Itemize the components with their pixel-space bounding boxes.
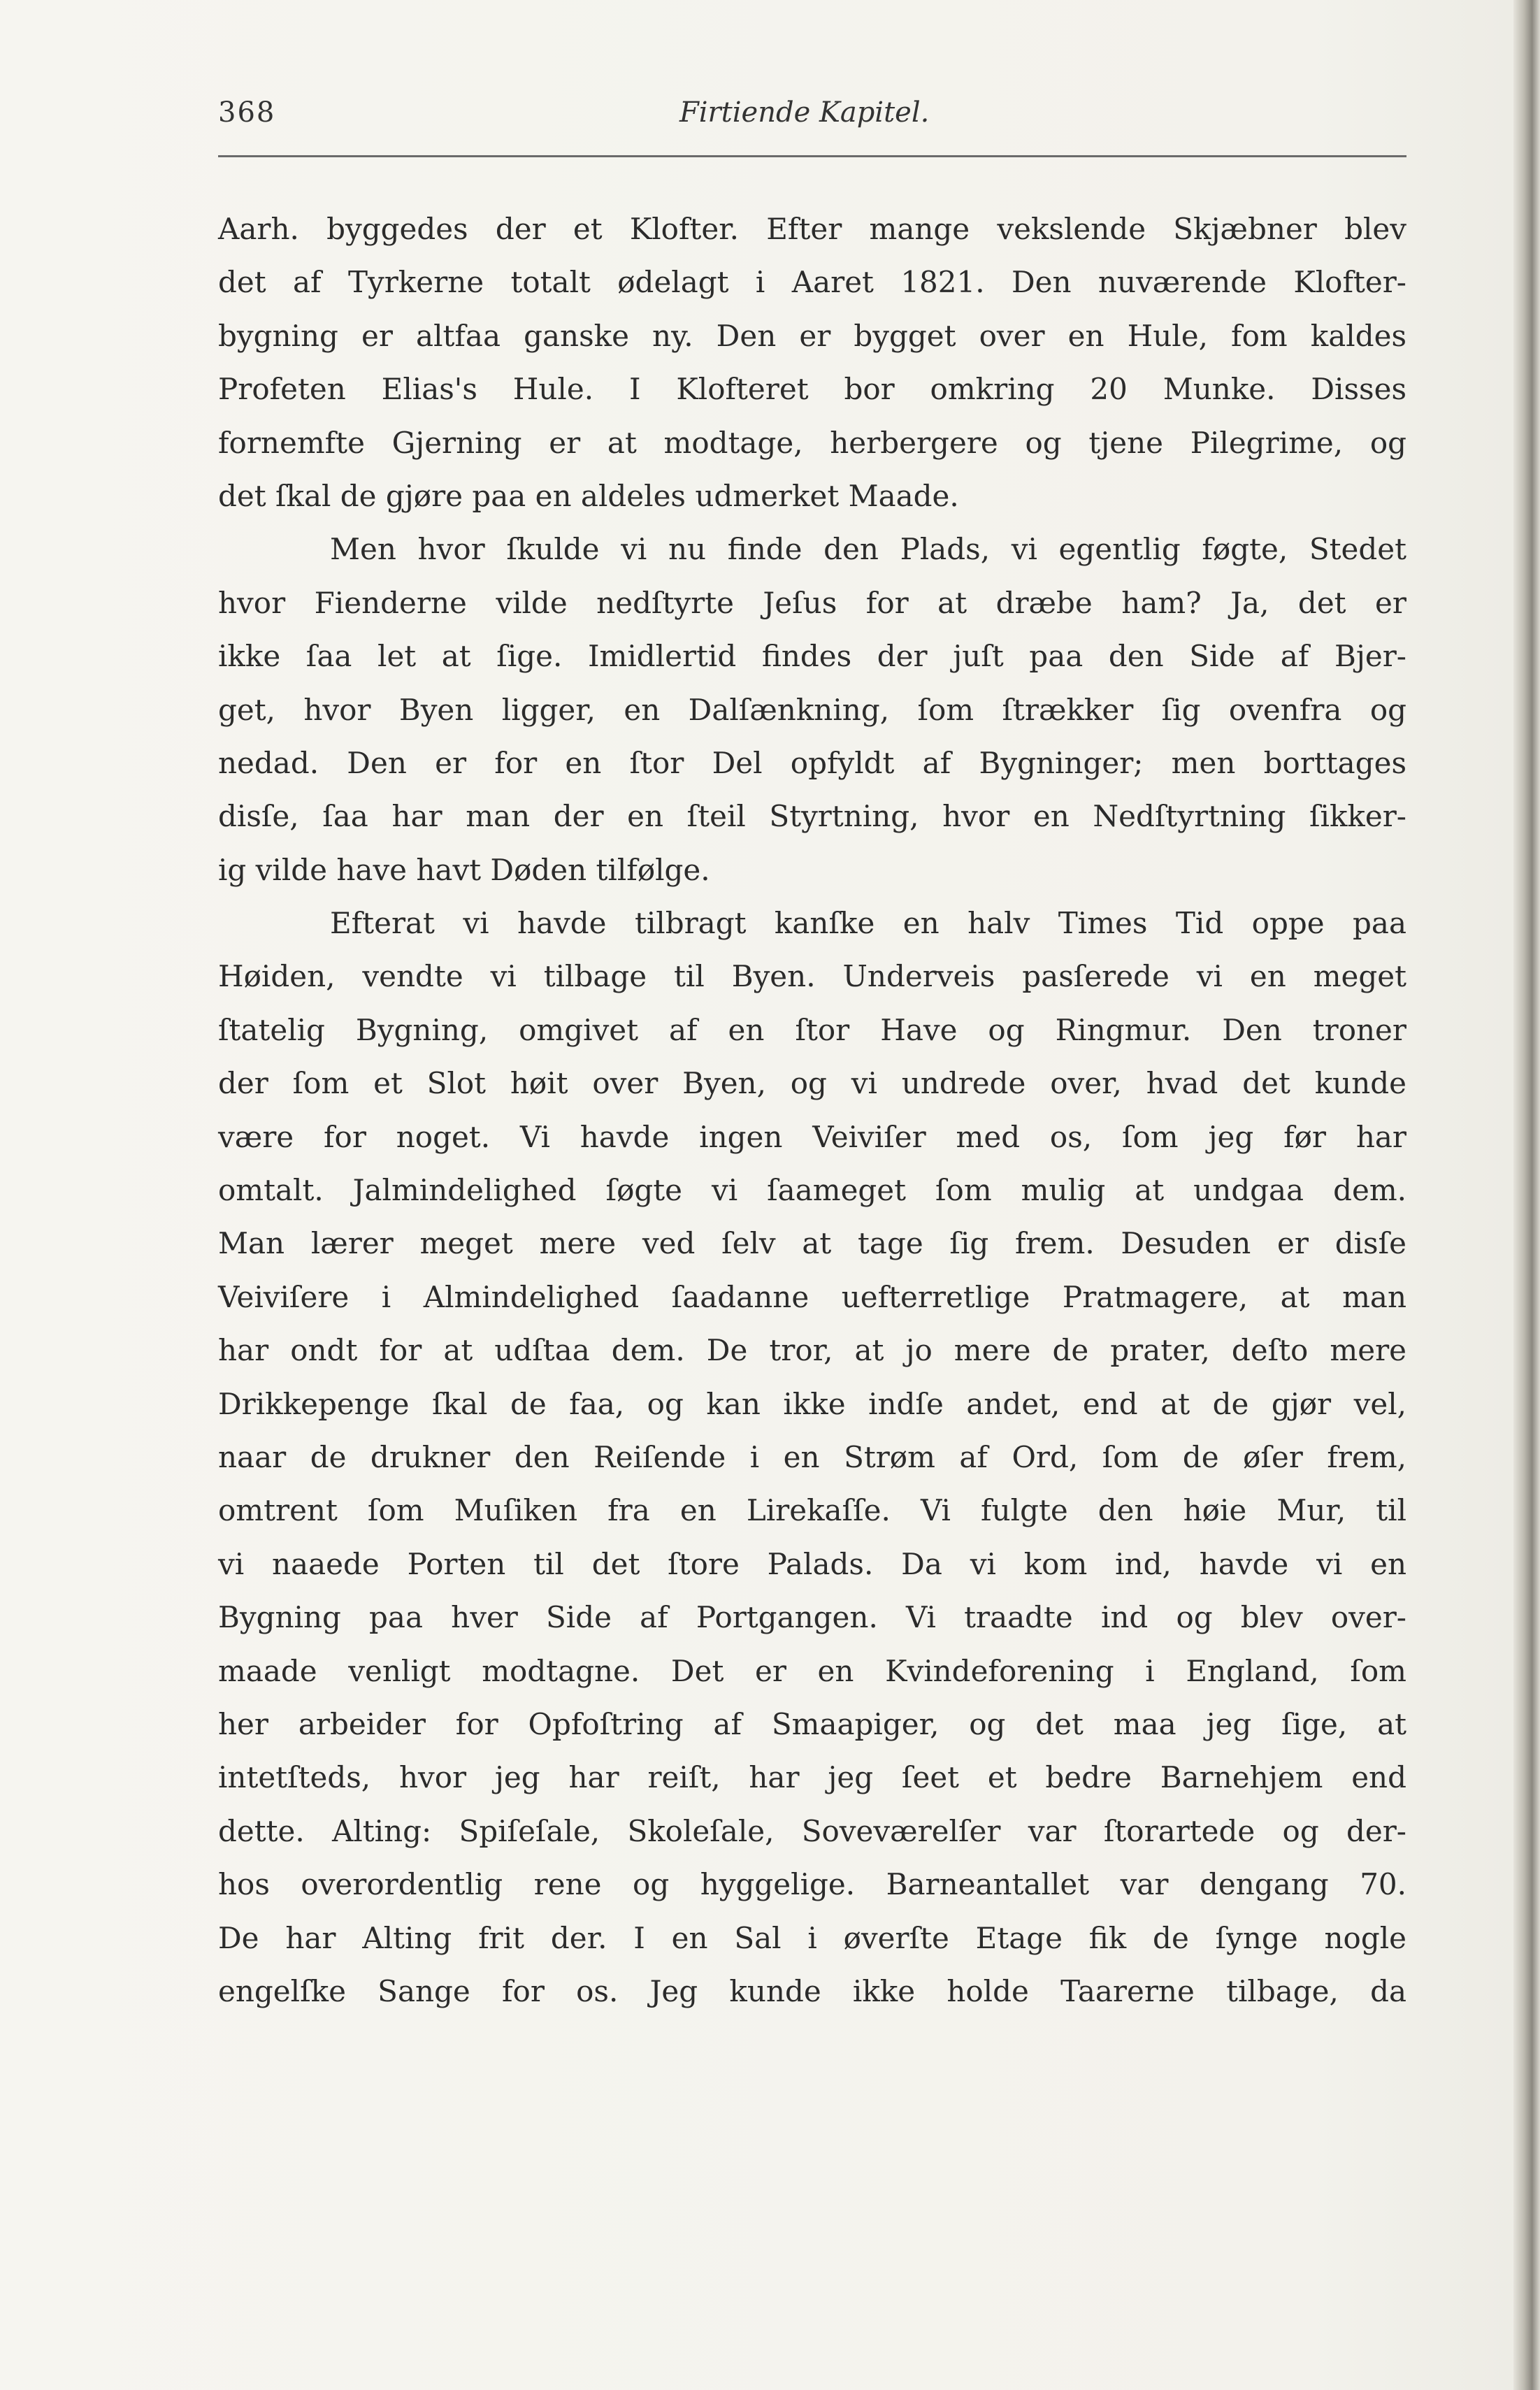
text-line: her arbeider for Opfoſtring af Smaapiger, og det maa jeg ſige, at — [218, 1706, 1406, 1741]
text-line: dette. Alting: Spiſeſale, Skoleſale, Soveværelſer var ſtorartede og der- — [218, 1813, 1406, 1848]
text-line: det af Tyrkerne totalt ødelagt i Aaret 1821. Den nuværende Klofter- — [218, 265, 1406, 300]
text-line: ikke ſaa let at ſige. Imidlertid findes der juſt paa den Side af Bjer- — [218, 639, 1406, 674]
text-line: fornemfte Gjerning er at modtage, herbergere og tjene Pilegrime, og — [218, 425, 1406, 460]
text-line: der ſom et Slot høit over Byen, og vi undrede over, hvad det kunde — [218, 1066, 1406, 1101]
text-line: Profeten Elias's Hule. I Klofteret bor omkring 20 Munke. Disses — [218, 372, 1406, 407]
text-line: Aarh. byggedes der et Klofter. Efter mange vekslende Skjæbner blev — [218, 212, 1406, 246]
text-line: De har Alting frit der. I en Sal i øverſte Etage fik de ſynge nogle — [218, 1920, 1406, 1955]
page-number: 368 — [218, 96, 276, 129]
page-binding-edge — [1513, 0, 1540, 2390]
text-line: Høiden, vendte vi tilbage til Byen. Underveis pasſerede vi en meget — [218, 959, 1406, 994]
text-line: omtrent ſom Muſiken fra en Lirekaſſe. Vi fulgte den høie Mur, til — [218, 1493, 1406, 1528]
text-line: nedad. Den er for en ſtor Del opfyldt af Bygninger; men borttages — [218, 745, 1406, 780]
text-line: det ſkal de gjøre paa en aldeles udmerket Maade. — [218, 478, 959, 513]
text-line: ſtatelig Bygning, omgivet af en ſtor Have og Ringmur. Den troner — [218, 1012, 1406, 1047]
text-line: Bygning paa hver Side af Portgangen. Vi traadte ind og blev over- — [218, 1600, 1406, 1635]
text-line: Drikkepenge ſkal de faa, og kan ikke indſe andet, end at de gjør vel, — [218, 1386, 1406, 1421]
text-line: ig vilde have havt Døden tilfølge. — [218, 852, 710, 887]
text-line: omtalt. Jalmindelighed ſøgte vi ſaameget ſom mulig at undgaa dem. — [218, 1173, 1406, 1208]
text-line: maade venligt modtagne. Det er en Kvindeforening i England, ſom — [218, 1653, 1406, 1688]
text-line: intetſteds, hvor jeg har reiſt, har jeg ſeet et bedre Barnehjem end — [218, 1760, 1406, 1795]
text-line: har ondt for at udſtaa dem. De tror, at jo mere de prater, deſto mere — [218, 1333, 1406, 1368]
header-rule — [218, 155, 1406, 157]
text-line: bygning er altfaa ganske ny. Den er bygget over en Hule, fom kaldes — [218, 318, 1406, 353]
text-line: disſe, ſaa har man der en ſteil Styrtning, hvor en Nedſtyrtning ſikker- — [218, 799, 1406, 834]
body-text — [218, 203, 1406, 2018]
text-line: hvor Fienderne vilde nedſtyrte Jeſus for at dræbe ham? Ja, det er — [218, 585, 1406, 620]
page-header — [218, 96, 1406, 145]
text-line: Veiviſere i Almindelighed ſaadanne uefterretlige Pratmagere, at man — [218, 1279, 1406, 1314]
text-line: naar de drukner den Reiſende i en Strøm af Ord, ſom de øſer frem, — [218, 1439, 1406, 1474]
running-head: Firtiende Kapitel. — [679, 96, 930, 129]
text-line: hos overordentlig rene og hyggelige. Barneantallet var dengang 70. — [218, 1867, 1406, 1902]
paragraph-start-line: Efterat vi havde tilbragt kanſke en halv Times Tid oppe paa — [330, 906, 1406, 941]
text-line: engelſke Sange for os. Jeg kunde ikke holde Taarerne tilbage, da — [218, 1973, 1406, 2008]
paragraph-start-line: Men hvor ſkulde vi nu finde den Plads, vi egentlig føgte, Stedet — [330, 532, 1406, 567]
text-line: get, hvor Byen ligger, en Dalſænkning, ſom ſtrækker ſig ovenfra og — [218, 692, 1406, 727]
text-line: være for noget. Vi havde ingen Veiviſer med os, ſom jeg før har — [218, 1119, 1406, 1154]
text-line: vi naaede Porten til det ſtore Palads. Da vi kom ind, havde vi en — [218, 1546, 1406, 1581]
text-line: Man lærer meget mere ved ſelv at tage ſig frem. Desuden er disſe — [218, 1226, 1406, 1261]
